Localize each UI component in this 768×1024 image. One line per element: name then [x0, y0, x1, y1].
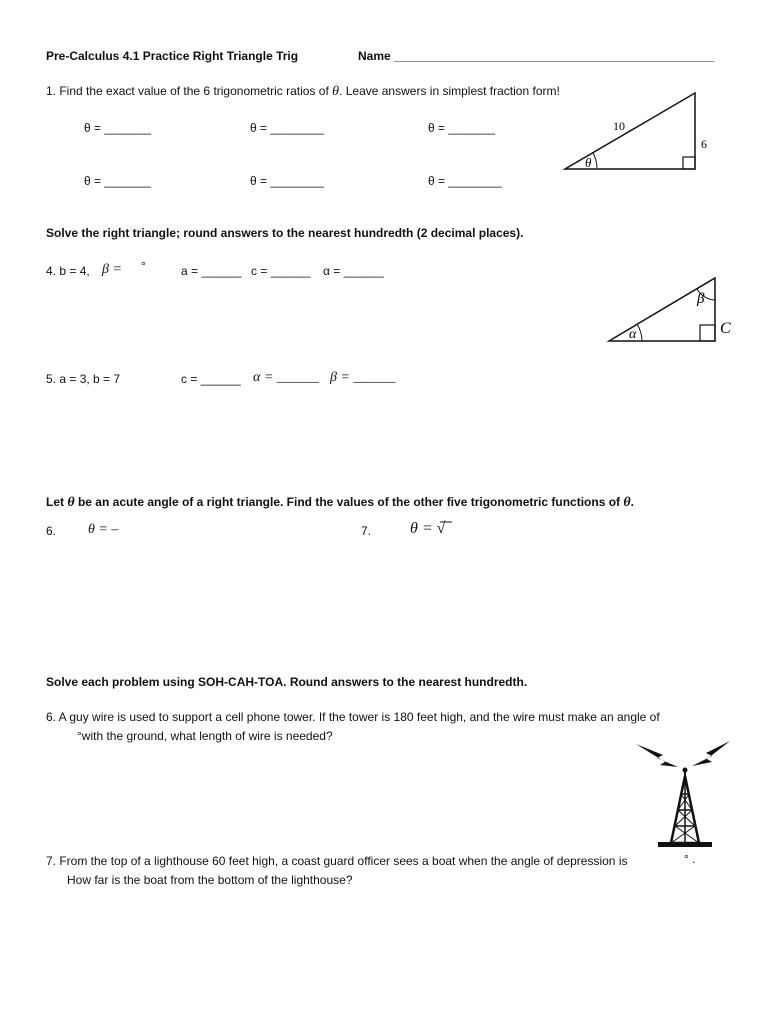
signal-bolt-right-icon	[692, 741, 730, 766]
section2-heading: Solve the right triangle; round answers to the nearest hundredth (2 decimal places).	[46, 226, 524, 240]
q1-blank-6[interactable]: θ = ________	[428, 174, 502, 188]
q4-degree: °	[141, 259, 146, 273]
triangle-1-hyp-label: 10	[613, 119, 625, 133]
s3-q7-expr-text: θ = √	[410, 520, 446, 537]
s4-q7-degree: ° .	[684, 852, 696, 866]
section3-heading-mid: be an acute angle of a right triangle. Find the values of the other five trigonometric functions of	[77, 495, 621, 509]
q1-blank-1[interactable]: θ = _______	[84, 121, 152, 135]
signal-bolt-left-icon	[636, 744, 678, 767]
q4-alpha-blank[interactable]: α = ______	[323, 264, 384, 278]
q5-alpha-text: α = ______	[253, 370, 319, 385]
section3-heading-before: Let	[46, 495, 64, 509]
q1-theta: θ	[332, 84, 340, 99]
q1-blank-2[interactable]: θ = ________	[250, 121, 324, 135]
q5-c-blank[interactable]: c = ______	[181, 372, 241, 386]
triangle-1-angle-label: θ	[585, 155, 592, 170]
triangle-2-alpha-label: α	[629, 327, 637, 342]
q1-blank-3[interactable]: θ = _______	[428, 121, 496, 135]
s3-q6-expr-text: θ = –	[88, 522, 119, 537]
s3-q6-number: 6.	[46, 524, 57, 538]
section3-theta-2: θ	[623, 495, 631, 510]
worksheet-title: Pre-Calculus 4.1 Practice Right Triangle Trig	[46, 49, 299, 63]
section3-heading-end: .	[630, 495, 634, 509]
s3-q7-number: 7.	[361, 524, 372, 538]
q1-blank-4[interactable]: θ = _______	[84, 174, 152, 188]
triangle-1-side-label: 6	[701, 137, 707, 151]
q4-given: 4. b = 4,	[46, 264, 90, 278]
s4-q7-line1: 7. From the top of a lighthouse 60 feet high, a coast guard officer sees a boat when the angle of depression is	[46, 854, 628, 868]
triangle-2-beta-label: β	[697, 291, 705, 307]
triangle-2-c-label: C	[720, 320, 731, 337]
q1-text-before: 1. Find the exact value of the 6 trigonometric ratios of	[46, 84, 329, 98]
q4-beta-label: β =	[102, 262, 122, 277]
s4-q7-line2: How far is the boat from the bottom of the lighthouse?	[67, 873, 353, 887]
q5-given: 5. a = 3, b = 7	[46, 372, 121, 386]
q4-c-blank[interactable]: c = ______	[251, 264, 311, 278]
s4-q6-line2: °with the ground, what length of wire is needed?	[77, 729, 333, 743]
section4-heading: Solve each problem using SOH-CAH-TOA. Round answers to the nearest hundredth.	[46, 675, 528, 689]
q5-beta-text: β = ______	[330, 370, 396, 385]
q4-a-blank[interactable]: a = ______	[181, 264, 242, 278]
section3-theta-1: θ	[67, 495, 75, 510]
s4-q6-line1: 6. A guy wire is used to support a cell phone tower. If the tower is 180 feet high, and the wire must make an angle of	[46, 710, 660, 724]
q1-blank-5[interactable]: θ = ________	[250, 174, 324, 188]
name-field[interactable]: Name ________________________________________________	[358, 49, 715, 63]
q1-text-after: . Leave answers in simplest fraction form!	[339, 84, 560, 98]
